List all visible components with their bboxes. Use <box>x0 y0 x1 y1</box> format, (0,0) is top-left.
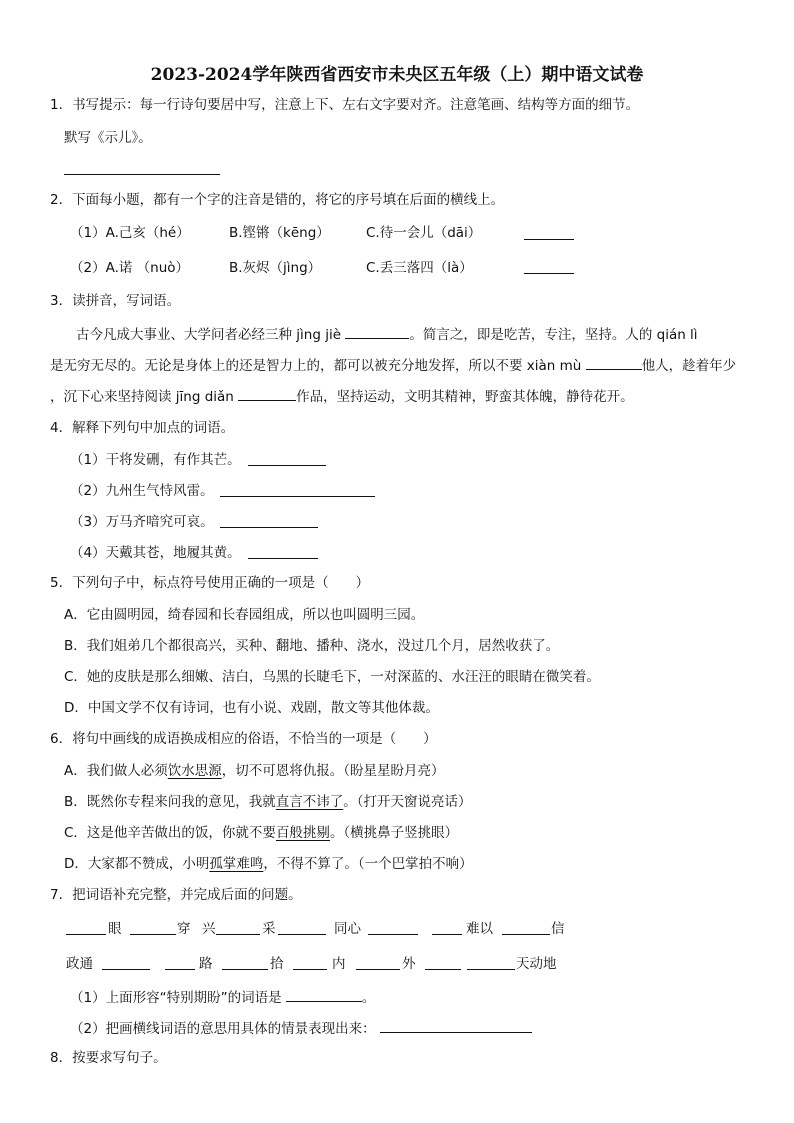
answer-line[interactable] <box>432 934 462 935</box>
answer-line[interactable] <box>425 969 461 970</box>
q5-option-c[interactable]: C．她的皮肤是那么细嫩、洁白，乌黑的长睫毛下，一对深蓝的、水汪汪的眼睛在微笑着。 <box>64 669 600 685</box>
q2-r1-b: B.铿锵（kēng） <box>229 225 330 241</box>
q2-r1-a: （1）A.己亥（hé） <box>70 225 190 241</box>
answer-line[interactable] <box>524 273 574 274</box>
q3-line-1 <box>76 324 698 345</box>
q6-text: B．既然你专程来问我的意见，我就 <box>64 794 276 810</box>
answer-blank[interactable] <box>586 355 642 370</box>
answer-line[interactable] <box>165 969 195 970</box>
answer-line[interactable] <box>248 465 326 466</box>
q4-item-4: （4）天戴其苍，地履其黄。 <box>70 545 241 561</box>
answer-line[interactable] <box>220 527 318 528</box>
q6-underlined-idiom: 饮水思源 <box>167 763 222 779</box>
q6-option-b[interactable] <box>64 792 472 812</box>
q3-text: 。简言之，即是吃苦，专注，坚持。人的 qián lì <box>409 327 698 343</box>
answer-line[interactable] <box>64 174 220 175</box>
q5-option-a[interactable]: A．它由圆明园，绮春园和长春园组成，所以也叫圆明三园。 <box>64 607 425 623</box>
q3-text: ，沉下心来坚持阅读 jīng diǎn <box>50 389 234 405</box>
q4-item-2: （2）九州生气恃风雷。 <box>70 483 214 499</box>
q7-char: 兴 <box>202 921 216 937</box>
q7-text: （2）把画横线词语的意思用具体的情景表现出来： <box>70 1021 376 1037</box>
answer-line[interactable] <box>248 558 318 559</box>
q6-text: ，切不可恩将仇报。（盼星星盼月亮） <box>221 763 445 779</box>
q7-char: 拾 <box>270 956 284 972</box>
q7-char: 内 <box>332 956 346 972</box>
q6-text: C．这是他辛苦做出的饭，你就不要 <box>64 825 276 841</box>
q7-char: 信 <box>551 921 565 937</box>
question-8: 8．按要求写句子。 <box>50 1050 167 1066</box>
q2-r2-b: B.灰烬（jìng） <box>229 260 322 276</box>
question-4: 4．解释下列句中加点的词语。 <box>50 420 235 436</box>
q2-r2-a: （2）A.诺 （nuò） <box>70 260 190 276</box>
answer-line[interactable] <box>220 496 375 497</box>
q3-text: 他人，趁着年少 <box>641 358 737 374</box>
q7-char: 天动地 <box>516 956 557 972</box>
question-3: 3．读拼音，写词语。 <box>50 293 181 309</box>
q6-underlined-idiom: 直言不讳了 <box>275 794 344 810</box>
q7-char: 眼 <box>108 921 122 937</box>
answer-line[interactable] <box>130 934 176 935</box>
q3-text: 是无穷无尽的。无论是身体上的还是智力上的，都可以被充分地发挥，所以不要 xiàn mù <box>50 358 582 374</box>
q6-option-d[interactable] <box>64 854 473 874</box>
q7-char: 难以 <box>466 921 493 937</box>
question-2: 2．下面每小题，都有一个字的注音是错的，将它的序号填在后面的横线上。 <box>50 192 505 208</box>
question-5: 5．下列句子中，标点符号使用正确的一项是（ ） <box>50 575 370 591</box>
q3-line-2 <box>50 355 736 376</box>
q7-char: 采 <box>262 921 276 937</box>
q7-char: 路 <box>199 956 213 972</box>
q2-r2-c: C.丢三落四（là） <box>366 260 473 276</box>
answer-line[interactable] <box>356 969 400 970</box>
q6-underlined-idiom: 百般挑剔 <box>275 825 330 841</box>
q4-item-1: （1）干将发硎，有作其芒。 <box>70 452 241 468</box>
q7-text: 。 <box>361 990 376 1006</box>
q2-r1-c: C.待一会儿（dāi） <box>366 225 482 241</box>
q6-option-a[interactable] <box>64 761 445 781</box>
q7-sub-2 <box>70 1018 532 1039</box>
q7-char: 穿 <box>177 921 191 937</box>
q6-text: ，不得不算了。（一个巴掌拍不响） <box>263 856 473 872</box>
answer-blank[interactable] <box>238 386 296 401</box>
answer-blank[interactable] <box>286 987 362 1002</box>
q6-text: D．大家都不赞成，小明 <box>64 856 210 872</box>
q3-text: 作品，坚持运动，文明其精神，野蛮其体魄，静待花开。 <box>296 389 634 405</box>
q7-sub-1 <box>70 987 375 1008</box>
answer-line[interactable] <box>368 934 418 935</box>
answer-line[interactable] <box>66 934 106 935</box>
q5-option-d[interactable]: D．中国文学不仅有诗词，也有小说、戏剧，散文等其他体裁。 <box>64 700 439 716</box>
answer-line[interactable] <box>293 969 327 970</box>
answer-line[interactable] <box>524 239 574 240</box>
question-7: 7．把词语补充完整，并完成后面的问题。 <box>50 887 302 903</box>
q6-text: A．我们做人必须 <box>64 763 168 779</box>
q3-text: 古今凡成大事业、大学问者必经三种 jìng jiè <box>76 327 342 343</box>
q6-option-c[interactable] <box>64 823 458 843</box>
answer-line[interactable] <box>278 934 326 935</box>
answer-blank[interactable] <box>380 1018 532 1033</box>
q7-text: （1）上面形容“特别期盼”的词语是 <box>70 990 282 1006</box>
answer-blank[interactable] <box>345 324 409 339</box>
q6-text: 。（横挑鼻子竖挑眼） <box>329 825 459 841</box>
answer-line[interactable] <box>467 969 515 970</box>
q7-char: 政通 <box>66 956 93 972</box>
q4-item-3: （3）万马齐喑究可哀。 <box>70 514 214 530</box>
answer-line[interactable] <box>502 934 550 935</box>
question-6: 6．将句中画线的成语换成相应的俗语，不恰当的一项是（ ） <box>50 731 437 747</box>
q6-text: 。（打开天窗说亮话） <box>343 794 472 810</box>
question-1: 1．书写提示：每一行诗句要居中写，注意上下、左右文字要对齐。注意笔画、结构等方面的细节。 <box>50 97 640 113</box>
question-1-sub: 默写《示儿》。 <box>64 130 152 146</box>
answer-line[interactable] <box>216 934 260 935</box>
answer-line[interactable] <box>222 969 268 970</box>
q5-option-b[interactable]: B．我们姐弟几个都很高兴，买种、翻地、播种、浇水，没过几个月，居然收获了。 <box>64 638 560 654</box>
q3-line-3 <box>50 386 634 407</box>
q7-char: 外 <box>402 956 416 972</box>
page-title: 2023-2024学年陕西省西安市未央区五年级（上）期中语文试卷 <box>150 65 644 85</box>
q6-underlined-idiom: 孤掌难鸣 <box>209 856 264 872</box>
answer-line[interactable] <box>102 969 150 970</box>
q7-char: 同心 <box>334 921 361 937</box>
